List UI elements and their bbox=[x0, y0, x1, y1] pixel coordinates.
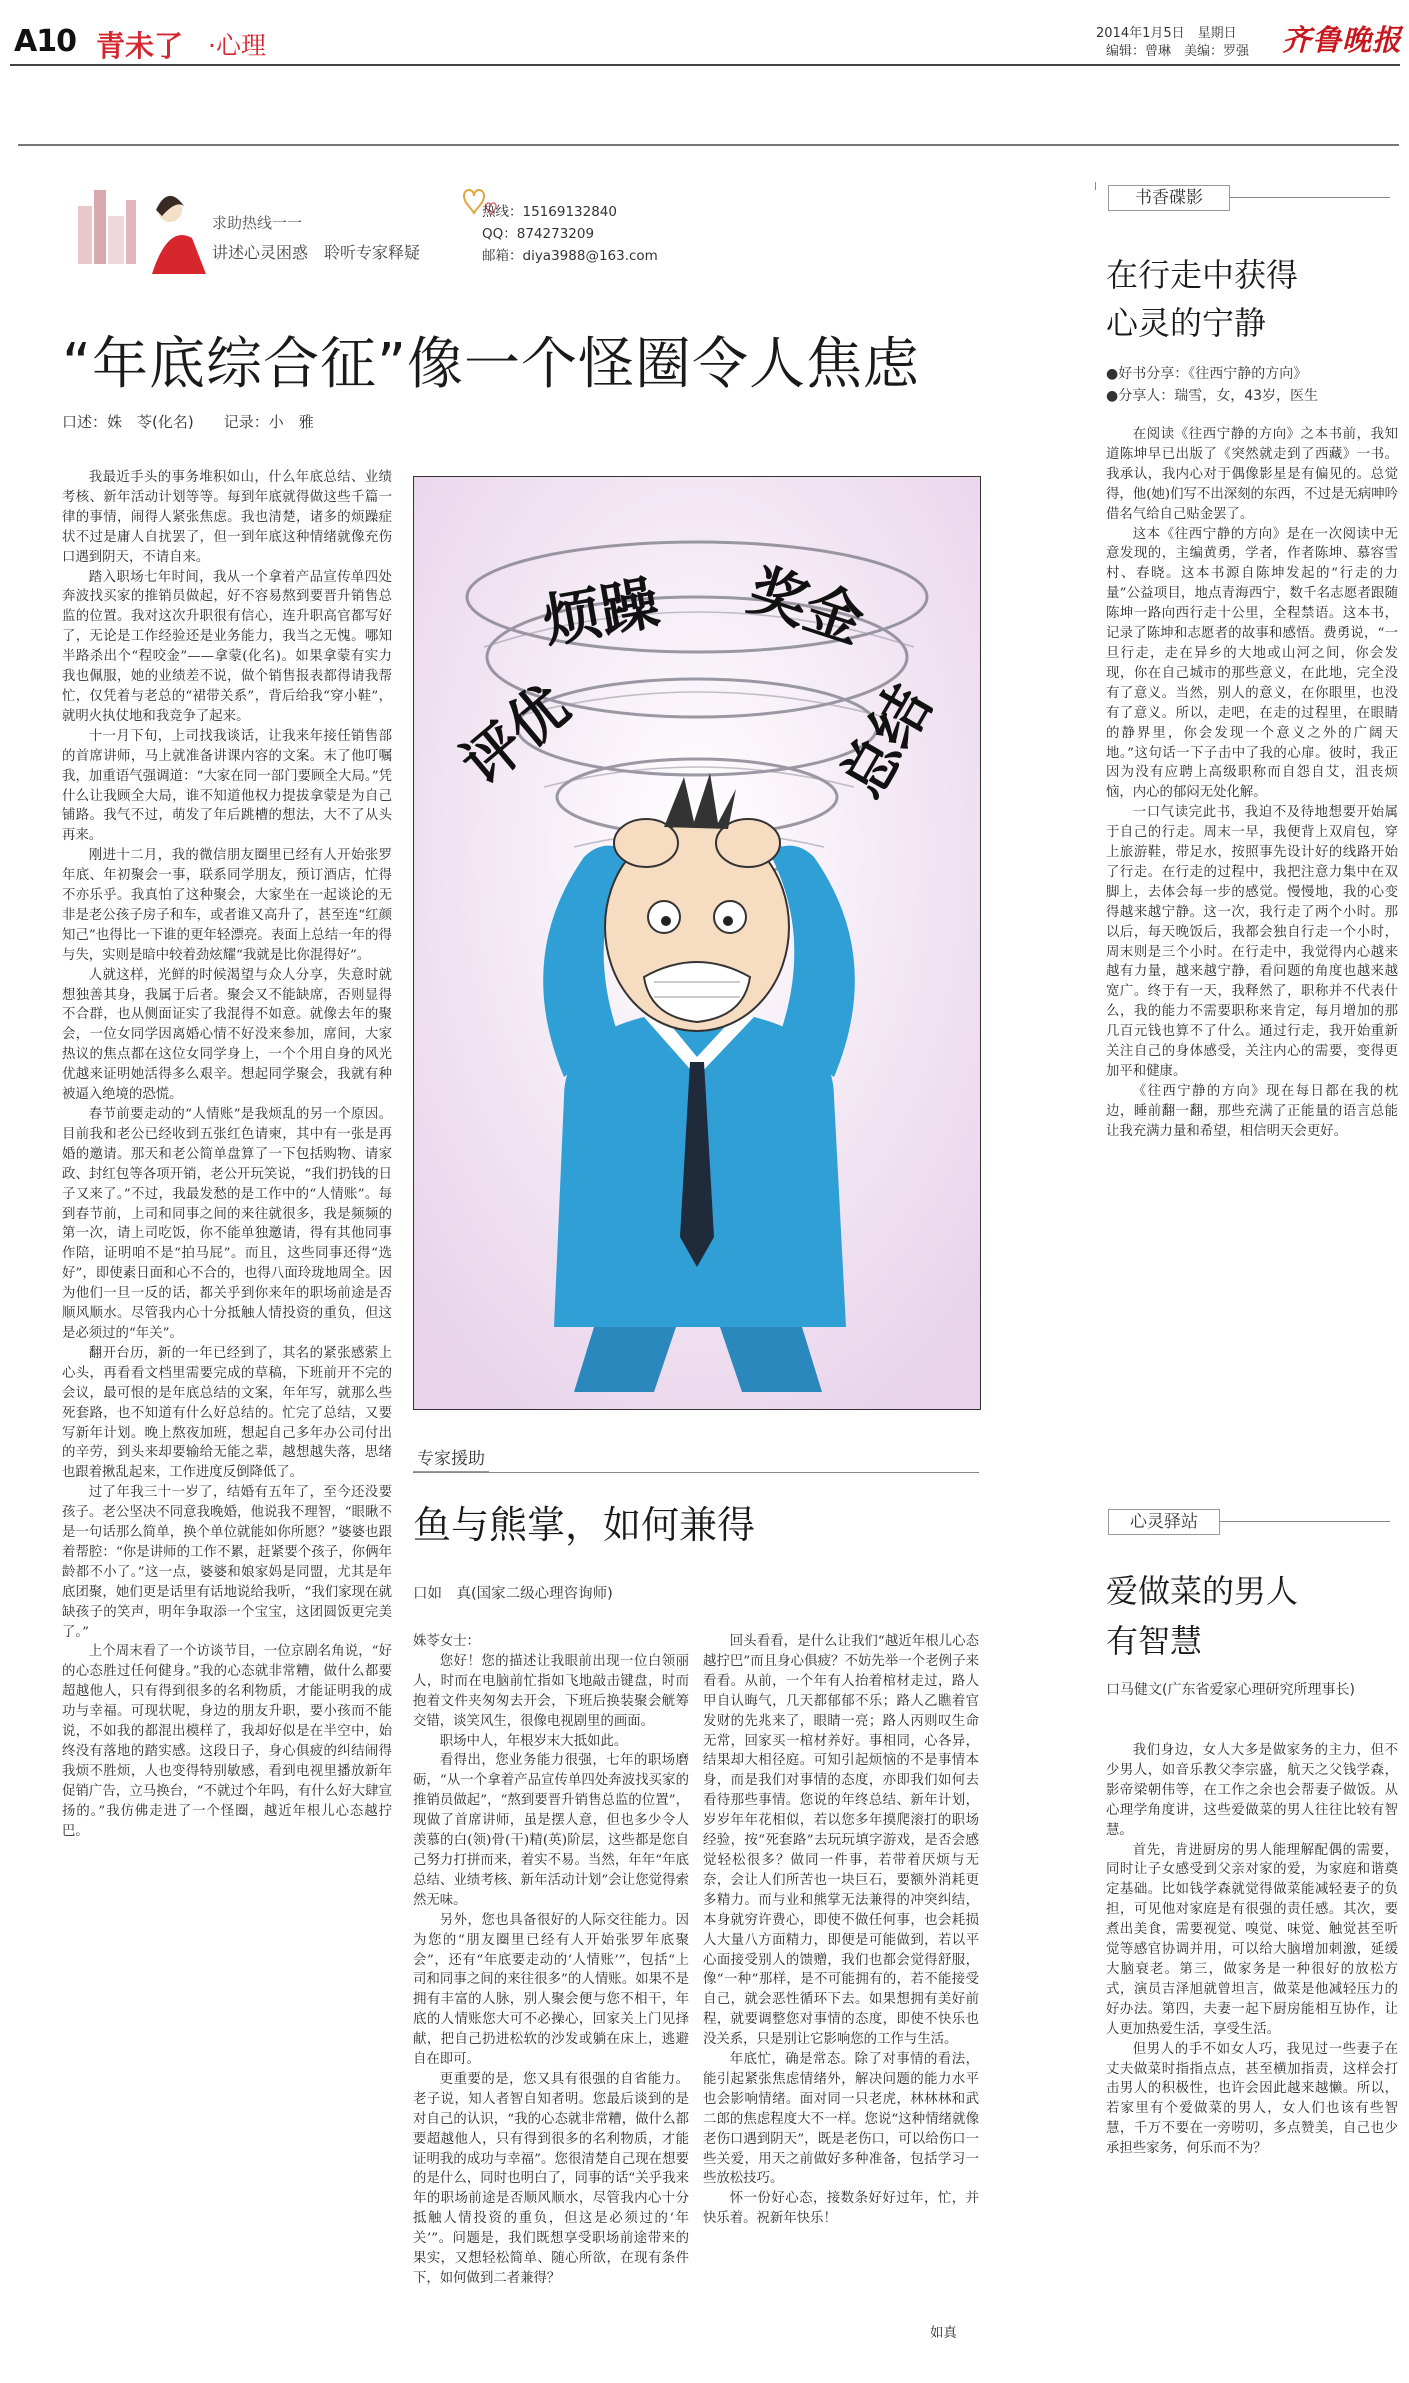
subsection-name: ·心理 bbox=[208, 31, 266, 60]
right-column-divider bbox=[1095, 182, 1096, 190]
body-paragraph: 回头看看，是什么让我们“越近年根儿心态越拧巴”而且身心俱疲？不妨先举一个老例子来看看。从前，一个年有人抬着棺材走过，路人甲自认晦气，几天都郁郁不乐；路人乙瞧着官发财的先兆来了，眼睛一亮；路人丙则叹生命无常，回家买一棺材养好。事相同，心各异，结果却大相径庭。可知引起烦恼的不是事情本身，而是我们对事情的态度，亦即我们如何去看待那些事情。您说的年终总结、新年计划，岁岁年年花相似，若以您多年摸爬滚打的职场经验，按“死套路”去玩玩填字游戏，是否会感觉轻松很多？做同一件事，若带着厌烦与无奈，会让人们所苦也一块巨石，要额外消耗更多精力。而与业和熊掌无法兼得的冲突纠结，本身就穷许费心，即使不做任何事，也会耗损人大量八方面精力，即便是可能做到，若以平心面接受别人的馈赠，我们也都会觉得舒服，像“一种”那样，是不可能拥有的，若不能接受自己，就会恶性循环下去。如果想拥有美好前程，就要调整您对事情的态度，即使不快乐也没关系，只是别让它影响您的工作与生活。 bbox=[703, 1634, 979, 2048]
editors: 编辑：曾琳 美编：罗强 bbox=[1106, 44, 1250, 59]
body-paragraph: 我最近手头的事务堆积如山，什么年底总结、业绩考核、新年活动计划等等。每到年底就得做这些千篇一律的事情，闹得人紧张焦虑。我也清楚，诸多的烦躁症状不过是庸人自扰罢了，但一到年底这种情绪就像充伤口遇到阴天，不请自来。 bbox=[62, 470, 392, 565]
body-paragraph: 翻开台历，新的一年已经到了，其名的紧张感萦上心头，再看看文档里需要完成的草稿，下班前开不完的会议，最可恨的是年底总结的文案，年年写，就那么些死套路，也不知道有什么好总结的。忙完了总结，又要写新年计划。晚上熬夜加班，想起自己多年办公司付出的辛劳，到头来却要输给无能之辈，越想越失落，思绪也跟着揪乱起来，工作进度反倒降低了。 bbox=[62, 1345, 392, 1481]
cook-article-title-line2: 有智慧 bbox=[1106, 1622, 1203, 1660]
body-paragraph: 踏入职场七年时间，我从一个拿着产品宣传单四处奔波找买家的推销员做起，好不容易熬到要晋升销售总监的位置。我对这次升职很有信心，连升职高官都写好了，无论是工作经验还是业务能力，我当之无愧。哪知半路杀出个“程咬金”——拿蒙(化名)。如果拿蒙有实力我也佩服，她的业绩差不说，做个销售报表都得请我帮忙，仅凭着与老总的“裙带关系”，背后给我“穿小鞋”，就明火执仗地和我竞争了起来。 bbox=[62, 569, 392, 724]
main-article-byline: 口述：姝 苓(化名) 记录：小 雅 bbox=[62, 413, 314, 431]
expert-article-author: 口如 真(国家二级心理咨询师) bbox=[413, 1586, 613, 1602]
cook-article-title-line1: 爱做菜的男人 bbox=[1106, 1572, 1299, 1610]
body-paragraph: 另外，您也具备很好的人际交往能力。因为您的“朋友圈里已经有人开始张罗年底聚会”，还有“年底要走动的‘人情账’”，包括“上司和同事之间的来往很多”的人情账。如果不是拥有丰富的人脉，别人聚会便与您不相干，年底的人情账您大可不必操心，回家关上门见择献，把自己扔进松软的沙发或躺在床上，逃避自在即可。 bbox=[413, 1912, 689, 2068]
expert-signature: 如真 bbox=[930, 2326, 957, 2341]
illustration-word-irritable: 烦躁 bbox=[537, 568, 664, 656]
body-paragraph: 职场中人，年根岁末大抵如此。 bbox=[439, 1733, 628, 1749]
expert-tab-rule bbox=[413, 1472, 979, 1473]
hotline-qq: QQ：874273209 bbox=[482, 226, 595, 242]
body-paragraph: 更重要的是，您又具有很强的自省能力。老子说，知人者智自知者明。您最后谈到的是对自己的认识，“我的心态就非常糟，做什么都要超越他人，只有得到很多的名利物质，才能证明我的成功与幸福”。您很清楚自己现在想要的是什么，同时也明白了，同事的话“关乎我来年的职场前途是否顺风顺水，尽管我内心十分抵触人情投资的重负，但这是必须过的‘年关’”。问题是，我们既想享受职场前途带来的果实，又想轻松简单、随心所欲，在现有条件下，如何做到二者兼得？ bbox=[413, 2071, 689, 2286]
body-paragraph: 您好！您的描述让我眼前出现一位白领丽人，时而在电脑前忙指如飞地敲击键盘，时而抱着文件夹匆匆去开会，下班后换装聚会觥筹交错，谈笑风生，很像电视剧里的画面。 bbox=[413, 1653, 689, 1729]
top-rule bbox=[18, 144, 1399, 146]
book-article-title-line1: 在行走中获得 bbox=[1106, 256, 1299, 294]
newspaper-logo: 齐鲁晚报 bbox=[1282, 23, 1403, 57]
book-article-title-line2: 心灵的宁静 bbox=[1106, 304, 1267, 342]
body-paragraph: 上个周末看了一个访谈节目，一位京剧名角说，“好的心态胜过任何健身。”我的心态就非常糟，做什么都要超越他人，只有得到很多的名利物质，才能证明我的成功与幸福。可现状呢，身边的朋友升职，要小孩而不能说，不如我的都混出模样了，我却好似是在半空中，始终没有落地的踏实感。这段日子，身心俱疲的纠结闹得我烦不胜烦，人也变得特别敏感，看到电视里播放新年促销广告，立马换台，“不就过个年吗，有什么好大肆宣扬的。”我仿佛走进了一个怪圈，越近年根儿心态越拧巴。 bbox=[62, 1644, 392, 1839]
illustration-word-bonus: 奖金 bbox=[740, 555, 873, 657]
stressed-man-illustration bbox=[413, 476, 981, 1410]
illustration-word-summary: 总结 bbox=[827, 674, 945, 809]
expert-article-right-column bbox=[703, 1632, 979, 2320]
section-name: 青未了 bbox=[96, 29, 184, 63]
expert-article-left-column bbox=[413, 1632, 689, 2347]
page-number: A10 bbox=[14, 24, 76, 59]
body-paragraph: 怀一份好心态，接数条好好过年，忙，并快乐着。祝新年快乐！ bbox=[703, 2191, 979, 2227]
salutation: 姝苓女士： bbox=[413, 1634, 480, 1649]
body-paragraph: 春节前要走动的“人情账”是我烦乱的另一个原因。目前我和老公已经收到五张红色请柬，其中有一张是再婚的邀请。那天和老公简单盘算了一下包括购物、请家政、封红包等各项开销，老公开玩笑说，“我们扔钱的日子又来了。”不过，我最发愁的是工作中的“人情账”。每到春节前，上司和同事之间的来往就很多，我是频频的第一次，请上司吃饭，你不能单独邀请，得有其他同事作陪，证明咱不是“拍马屁”。而且，这些同事还得“选好”，即使素日面和心不合的，也得八面玲珑地周全。因为他们一旦一反的话，都关乎到你来年的职场前途是否顺风顺水。尽管我内心十分抵触人情投资的重负，但这是必须过的“年关”。 bbox=[62, 1107, 392, 1341]
header-rule bbox=[10, 64, 1400, 66]
main-article-body bbox=[62, 468, 392, 2345]
soul-section-tab: 心灵驿站 bbox=[1108, 1509, 1220, 1535]
cook-article-author: 口马健文(广东省爱家心理研究所理事长) bbox=[1106, 1682, 1355, 1698]
expert-section-tab: 专家援助 bbox=[413, 1447, 489, 1472]
body-paragraph: 刚进十二月，我的微信朋友圈里已经有人开始张罗年底、年初聚会一事，联系同学朋友，预订酒店，忙得不亦乐乎。我真怕了这种聚会，大家坐在一起谈论的无非是老公孩子房子和车，或者谁又高升了，甚至连“红颜知己”也得比一下谁的更年轻漂亮。表面上总结一年的得与失，实则是暗中较着劲炫耀“我就是比你混得好”。 bbox=[62, 848, 392, 963]
body-paragraph: 《往西宁静的方向》现在每日都在我的枕边，睡前翻一翻，那些充满了正能量的语言总能让我充满力量和希望，相信明天会更好。 bbox=[1106, 1083, 1398, 1139]
body-paragraph: 但男人的手不如女人巧，我见过一些妻子在丈夫做菜时指指点点，甚至横加指责，这样会打击男人的积极性，也许会因此越来越懒。所以，若家里有个爱做菜的男人，女人们也该有些智慧，千万不要在一旁唠叨，多点赞美，自己也少承担些家务，何乐而不为？ bbox=[1106, 2041, 1398, 2157]
body-paragraph: 看得出，您业务能力很强，七年的职场磨砺，“从一个拿着产品宣传单四处奔波找买家的推销员做起”，“熬到要晋升销售总监的位置”，现做了首席讲师，虽是摆人意，但也多少令人羡慕的白(领)骨(干)精(英)阶层，这些都是您自己努力打拼而来，着实不易。当然，年年“年底总结、业绩考核、新年活动计划”会让您觉得索然无味。 bbox=[413, 1753, 689, 1908]
body-paragraph: 过了年我三十一岁了，结婚有五年了，至今还没要孩子。老公坚决不同意我晚婚，他说我不理智，“眼瞅不是一句话那么简单，换个单位就能如你所愿？”婆婆也跟着帮腔：“你是讲师的工作不累，赶紧要个孩子，你俩年龄都不小了。”这一点，婆婆和娘家妈是同盟，尤其是年底团聚，她们更是话里有话地说给我听，“我们家现在就缺孩子的笑声，明年争取添一个宝宝，这团圆饭更完美了。” bbox=[62, 1485, 392, 1640]
body-paragraph: 这本《往西宁静的方向》是在一次阅读中无意发现的，主编黄勇，学者，作者陈坤、慕容雪村、春晓。这本书源自陈坤发起的“行走的力量”公益项目，地点青海西宁，数千名志愿者跟随陈坤一路向西行走十公里，全程禁语。这本书，记录了陈坤和志愿者的故事和感悟。费勇说，“一旦行走，走在异乡的大地或山河之间，你会发现，你在自己城市的那些意义，在此地，完全没有了意义。当然，别人的意义，在你眼里，也没有了意义。所以，走吧，在走的过程里，在眼睛的静界里，你会发现一个意义之外的广阔天地。”这句话一下子击中了我的心扉。彼时，我正因为没有应聘上高级职称而自怨自艾，沮丧烦恼，内心的郁闷无处化解。 bbox=[1106, 526, 1398, 801]
body-paragraph: 在阅读《往西宁静的方向》之本书前，我知道陈坤早已出版了《突然就走到了西藏》一书。我承认，我内心对于偶像影星是有偏见的。总觉得，他(她)们写不出深刻的东西，不过是无病呻吟借名气给自己贴金罢了。 bbox=[1106, 427, 1398, 522]
body-paragraph: 一口气读完此书，我迫不及待地想要开始属于自己的行走。周末一早，我便背上双肩包，穿上旅游鞋，带足水，按照事先设计好的线路开始了行走。在行走的过程中，我把注意力集中在双脚上，去体会每一步的感觉。慢慢地，我的心变得越来越宁静。这一次，我行走了两个小时。那以后，每天晚饭后，我都会独自行走一个小时，周末则是三个小时。在行走中，我觉得内心越来越有力量，越来越宁静，看问题的角度也越来越宽广。终于有一天，我释然了，职称并不代表什么，我的能力不需要职称来肯定，每月增加的那几百元钱也算不了什么。通过行走，我开始重新关注自己的身体感受，关注内心的需要，变得更加平和健康。 bbox=[1106, 805, 1398, 1079]
body-paragraph: 首先，肯进厨房的男人能理解配偶的需要，同时让子女感受到父亲对家的爱，为家庭和谐奠定基础。比如钱学森就觉得做菜能减轻妻子的负担，可见他对家庭是有很强的责任感。其次，要煮出美食，需要视觉、嗅觉、味觉、触觉甚至听觉等感官协调并用，可以给大脑增加刺激，延缓大脑衰老。第三，做家务是一种很好的放松方式，演员吉泽旭就曾坦言，做菜是他减轻压力的好办法。第四，夫妻一起下厨房能相互协作，让人更加热爱生活，享受生活。 bbox=[1106, 1842, 1398, 2037]
book-section-tab: 书香碟影 bbox=[1108, 185, 1230, 211]
book-article-body bbox=[1106, 425, 1398, 1477]
city-skyline-illustration bbox=[72, 176, 212, 274]
book-meta-sharer: ●分享人：瑞雪，女，43岁，医生 bbox=[1106, 388, 1319, 404]
illustration-word-evaluation: 评优 bbox=[448, 671, 582, 799]
cook-article-body bbox=[1106, 1741, 1398, 2345]
expert-article-title: 鱼与熊掌，如何兼得 bbox=[413, 1503, 756, 1547]
hotline-slogan-main: 讲述心灵困惑 聆听专家释疑 bbox=[212, 243, 421, 262]
main-article-title: “年底综合征”像一个怪圈令人焦虑 bbox=[62, 332, 921, 397]
issue-date: 2014年1月5日 星期日 bbox=[1096, 26, 1237, 41]
hotline-email: 邮箱：diya3988@163.com bbox=[482, 248, 658, 264]
body-paragraph: 人就这样，光鲜的时候渴望与众人分享，失意时就想独善其身，我属于后者。聚会又不能缺席，否则显得不合群，也从侧面证实了我混得不如意。就像去年的聚会，一位女同学因离婚心情不好没来参加，席间，大家热议的焦点都在这位女同学身上，一个个用自身的风光优越来证明她活得多么艰辛。想起同学聚会，我就有种被逼入绝境的恐慌。 bbox=[62, 967, 392, 1103]
hotline-slogan-top: 求助热线一一 bbox=[212, 214, 303, 232]
book-meta-book: ●好书分享：《往西宁静的方向》 bbox=[1106, 366, 1308, 382]
book-tab-rule bbox=[1230, 197, 1390, 198]
hotline-phone: 热线：15169132840 bbox=[482, 204, 617, 220]
body-paragraph: 十一月下旬，上司找我谈话，让我来年接任销售部的首席讲师，马上就准备讲课内容的文案。末了他叮嘱我，加重语气强调道：“大家在同一部门要顾全大局。”凭什么让我顾全大局，谁不知道他权力提拔拿蒙是为自己铺路。我气不过，萌发了年后跳槽的想法，大不了从头再来。 bbox=[62, 728, 392, 844]
body-paragraph: 年底忙，确是常态。除了对事情的看法，能引起紧张焦虑情绪外，解决问题的能力水平也会影响情绪。面对同一只老虎，林林林和武二郎的焦虑程度大不一样。您说“这种情绪就像老伤口遇到阴天”，既是老伤口，可以给伤口一些关爱，用天之前做好多种准备，包括学习一些放松技巧。 bbox=[703, 2052, 979, 2187]
soul-tab-rule bbox=[1220, 1521, 1390, 1522]
body-paragraph: 我们身边，女人大多是做家务的主力，但不少男人，如音乐教父李宗盛，航天之父钱学森，影帝梁朝伟等，在工作之余也会帮妻子做饭。从心理学角度讲，这些爱做菜的男人往往比较有智慧。 bbox=[1106, 1743, 1398, 1838]
